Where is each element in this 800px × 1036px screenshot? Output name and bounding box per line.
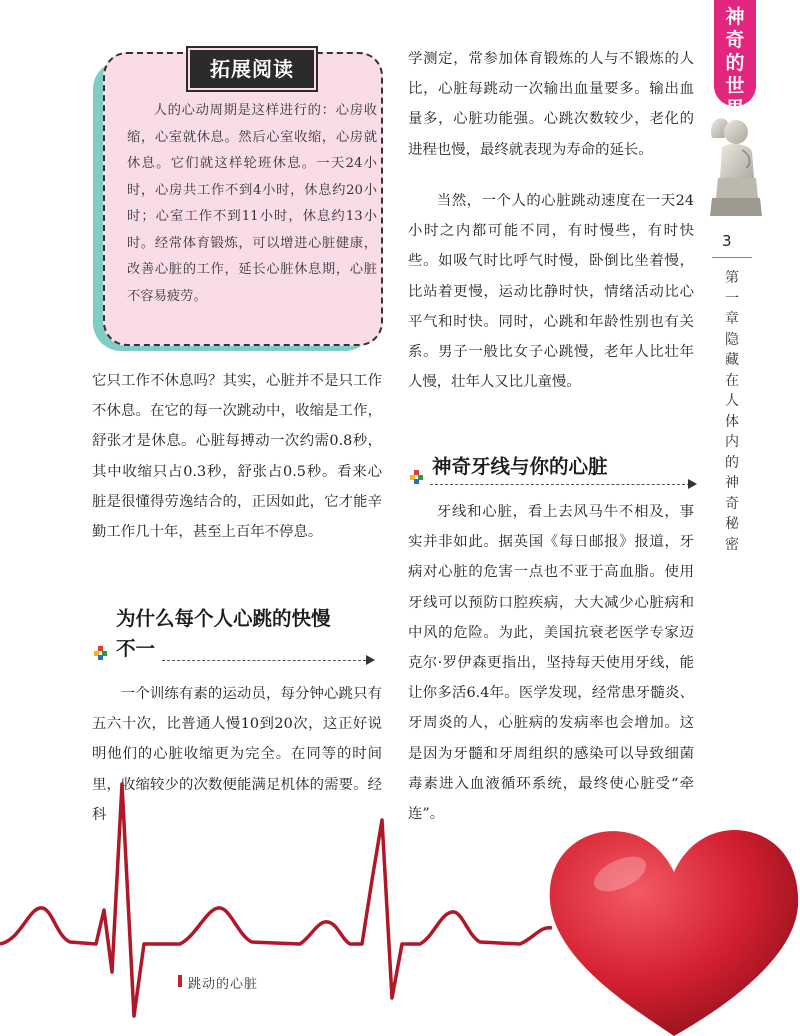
color-dots-icon (94, 646, 108, 660)
arrow-head-icon (688, 479, 697, 489)
extended-reading-title: 拓展阅读 (190, 50, 314, 88)
image-caption: 跳动的心脏 (188, 977, 259, 992)
left-paragraph-1: 它只工作不休息吗？其实，心脏并不是只工作不休息。在它的每一次跳动中，收缩是工作，舒张才是休息。心脏每搏动一次约需0.8秒，其中收缩只占0.3秒，舒张占0.5秒。看来心脏是很懂得劳逸结合的，正因如此，它才能辛勤工作几十年，甚至上百年不停息。 (92, 373, 382, 541)
series-tab (714, 0, 756, 120)
sidebar-rule (712, 257, 752, 258)
statue-image (706, 108, 764, 218)
right-paragraph-2: 当然，一个人的心脏跳动速度在一天24小时之内都可能不同，有时慢些，有时快些。如吸气时比呼气时慢，卧倒比坐着慢，比站着更慢，运动比静时快，情绪活动比心平气和时快。同时，心跳和年龄性别也有关系。男子一般比女子心跳慢，老年人比壮年人慢，壮年人又比儿童慢。 (408, 193, 694, 391)
right-paragraph-3: 牙线和心脏，看上去风马牛不相及，事实并非如此。据英国《每日邮报》报道，牙病对心脏的危害一点也不亚于高血脂。使用牙线可以预防口腔疾病，大大减少心脏病和中风的危险。为此，美国抗衰老医学专家迈克尔·罗伊森更指出，坚持每天使用牙线，能让你多活6.4年。医学发现，经常患牙髓炎、牙周炎的人，心脏病的发病率也会增加。这是因为牙髓和牙周组织的感染可以导致细菌毒素进入血液循环系统，最终使心脏受“牵连”。 (408, 504, 694, 823)
heart-image (546, 822, 800, 1036)
chapter-title: 第一章 隐藏在人体内的神奇秘密 (725, 270, 739, 553)
color-dots-icon (410, 470, 424, 484)
section-title-heart-rate (116, 604, 331, 664)
page-number: 3 (722, 232, 732, 250)
caption-marker (178, 975, 182, 987)
extended-reading-box (93, 52, 385, 354)
section-title-line-2: 不一 (116, 637, 156, 660)
right-paragraph-1: 学测定，常参加体育锻炼的人与不锻炼的人比，心脏每跳动一次输出血量要多。输出血量多，心脏功能强。心跳次数较少，老化的进程也慢，最终就表现为寿命的延长。 (408, 51, 694, 158)
section-title-line-1: 为什么每个人心跳的快慢 (116, 607, 331, 630)
left-paragraph-2: 一个训练有素的运动员，每分钟心跳只有五六十次，比普通人慢10到20次，这正好说明他们的心脏收缩更为完全。在同等的时间里，收缩较少的次数便能满足机体的需要。经科 (92, 686, 382, 823)
arrow-head-icon (366, 655, 375, 665)
section-title-floss: 神奇牙线与你的心脏 (432, 455, 608, 478)
box-panel (103, 52, 383, 346)
dashed-divider (162, 660, 366, 661)
extended-reading-text: 人的心动周期是这样进行的：心房收缩，心室就休息。然后心室收缩，心房就休息。它们就这样轮班休息。一天24小时，心房共工作不到4小时，休息约20小时；心室工作不到11小时，休息约13小时。经常体育锻炼，可以增进心脏健康，改善心脏的工作，延长心脏休息期，心脏不容易疲劳。 (127, 103, 377, 304)
series-title: 神奇的世界 (725, 6, 745, 120)
dashed-divider (430, 484, 690, 485)
